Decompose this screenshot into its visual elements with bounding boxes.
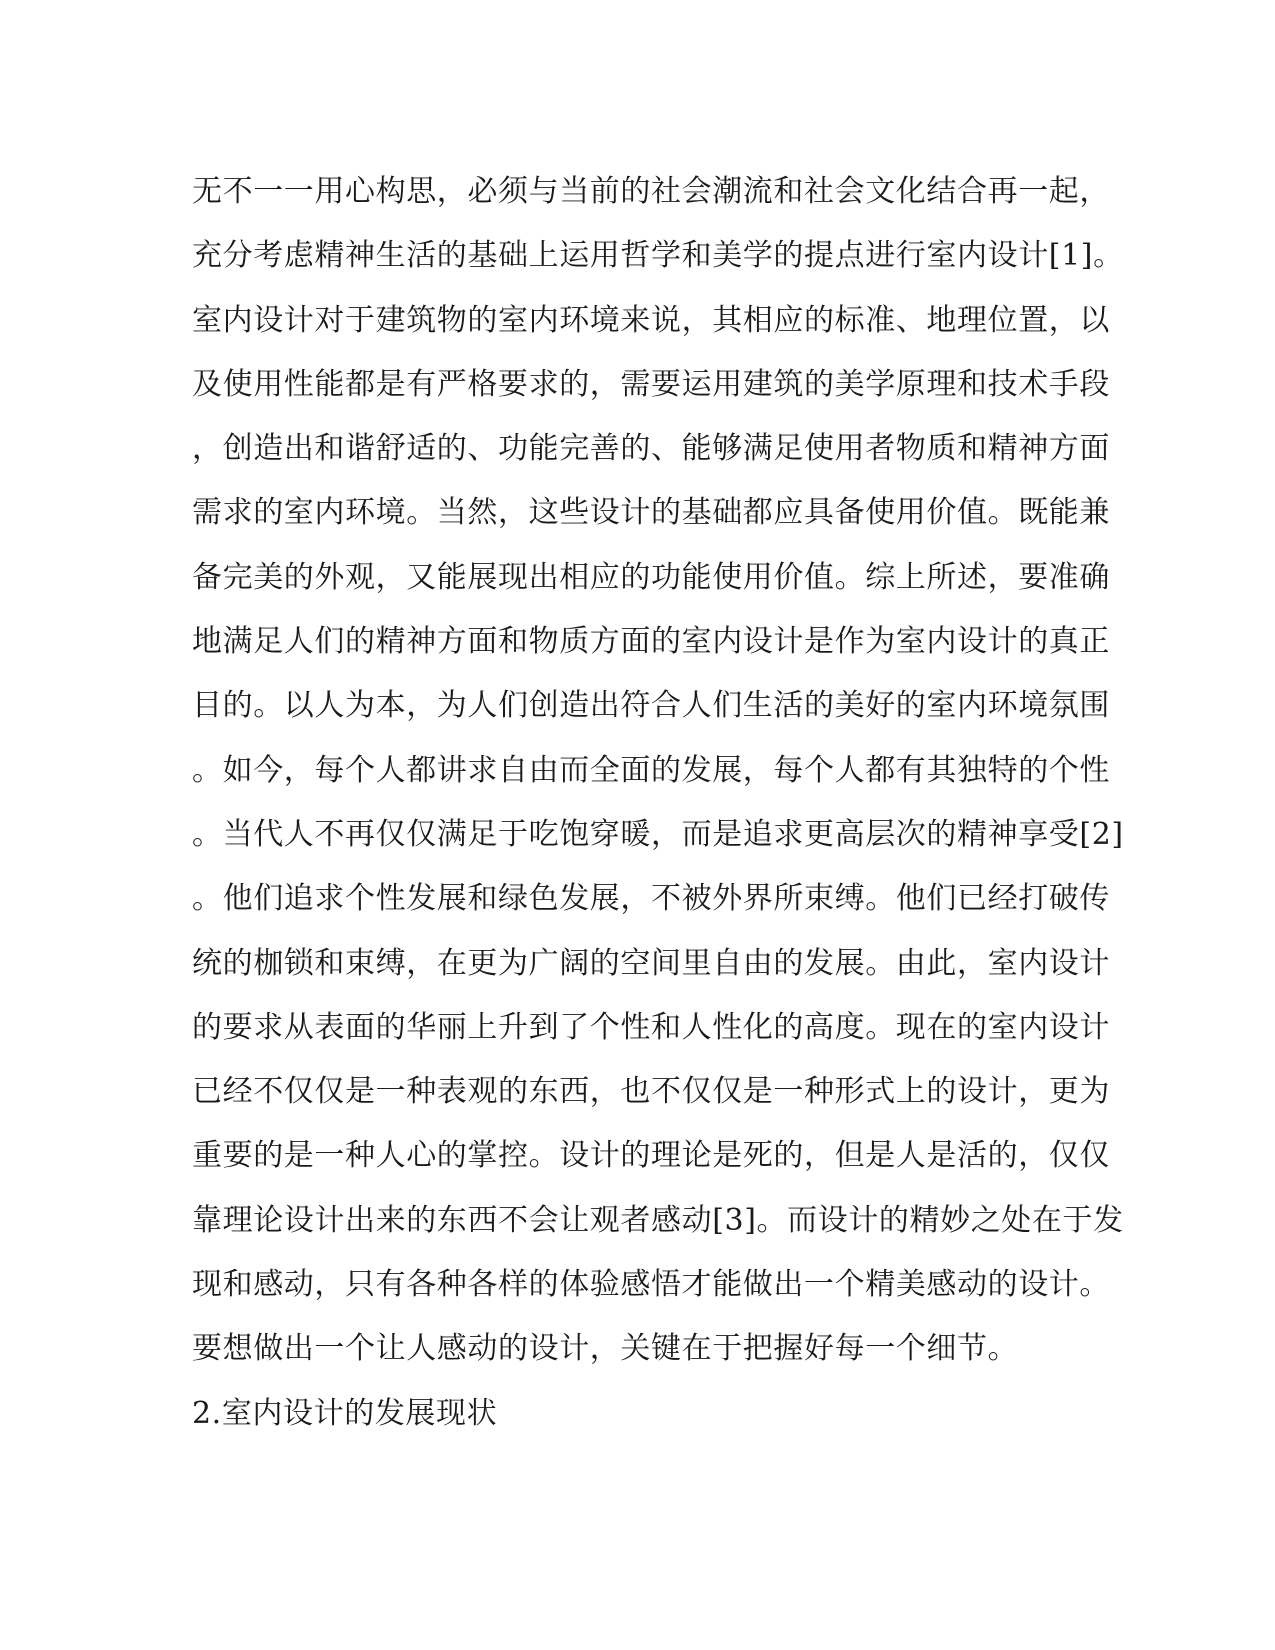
- body-text: [192, 160, 1124, 1446]
- section-heading: 2.室内设计的发展现状: [192, 1395, 498, 1431]
- text-line: 已经不仅仅是一种表观的东西，也不仅仅是一种形式上的设计，更为: [192, 1074, 1110, 1110]
- text-line: 统的枷锁和束缚，在更为广阔的空间里自由的发展。由此，室内设计: [192, 945, 1110, 981]
- text-line: 现和感动，只有各种各样的体验感悟才能做出一个精美感动的设计。: [192, 1267, 1110, 1303]
- text-line: 室内设计对于建筑物的室内环境来说，其相应的标准、地理位置，以: [192, 302, 1110, 338]
- text-line: 。如今，每个人都讲求自由而全面的发展，每个人都有其独特的个性: [192, 752, 1110, 788]
- text-line: 无不一一用心构思，必须与当前的社会潮流和社会文化结合再一起，: [192, 174, 1110, 209]
- text-line: 重要的是一种人心的掌控。设计的理论是死的，但是人是活的，仅仅: [192, 1138, 1110, 1174]
- text-line: 地满足人们的精神方面和物质方面的室内设计是作为室内设计的真正: [192, 624, 1110, 660]
- text-line: ，创造出和谐舒适的、功能完善的、能够满足使用者物质和精神方面: [192, 431, 1110, 467]
- text-line: 及使用性能都是有严格要求的，需要运用建筑的美学原理和技术手段: [192, 366, 1110, 402]
- text-line: 目的。以人为本，为人们创造出符合人们生活的美好的室内环境氛围: [192, 688, 1110, 724]
- text-line: 备完美的外观，又能展现出相应的功能使用价值。综上所述，要准确: [192, 559, 1110, 595]
- text-line: 要想做出一个让人感动的设计，关键在于把握好每一个细节。: [192, 1331, 1019, 1367]
- text-line: 的要求从表面的华丽上升到了个性和人性化的高度。现在的室内设计: [192, 1009, 1110, 1045]
- text-line: 。当代人不再仅仅满足于吃饱穿暖，而是追求更高层次的精神享受[2]: [192, 816, 1124, 852]
- text-line: 充分考虑精神生活的基础上运用哲学和美学的提点进行室内设计[1]。: [192, 238, 1124, 274]
- text-line: 。他们追求个性发展和绿色发展，不被外界所束缚。他们已经打破传: [192, 881, 1110, 917]
- text-line: 靠理论设计出来的东西不会让观者感动[3]。而设计的精妙之处在于发: [192, 1202, 1124, 1238]
- text-line: 需求的室内环境。当然，这些设计的基础都应具备使用价值。既能兼: [192, 495, 1110, 531]
